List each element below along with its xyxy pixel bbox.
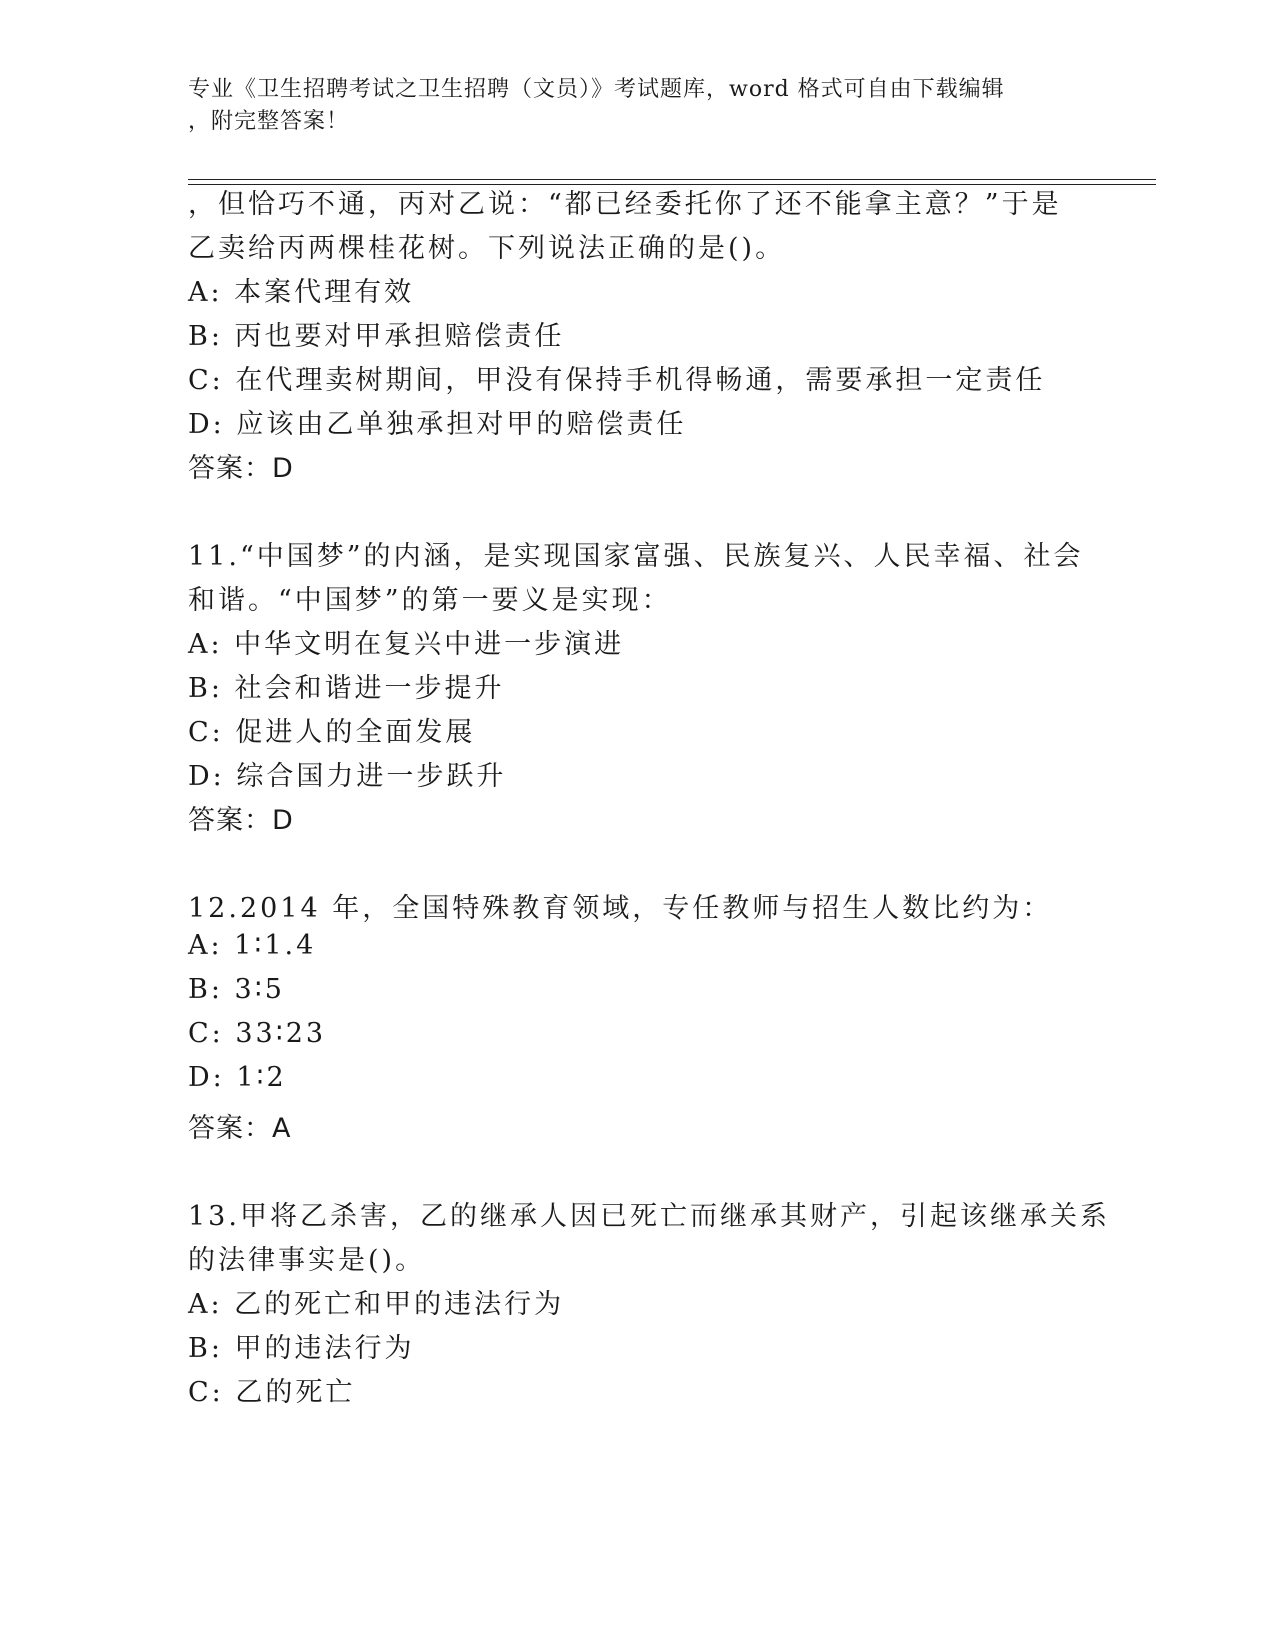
q12-option-a: A: 1∶1.4	[188, 930, 317, 961]
q12-stem-line-1: 12.2014 年，全国特殊教育领域，专任教师与招生人数比约为：	[188, 893, 1053, 924]
q11-stem-line-1: 11.“中国梦”的内涵，是实现国家富强、民族复兴、人民幸福、社会	[188, 541, 1084, 572]
q11-option-a: A: 中华文明在复兴中进一步演进	[188, 629, 625, 660]
q10-option-a: A: 本案代理有效	[188, 277, 415, 308]
header-line-1: 专业《卫生招聘考试之卫生招聘（文员）》考试题库，word 格式可自由下载编辑	[188, 77, 1005, 102]
document-header	[188, 74, 1088, 138]
header-line-2: ，附完整答案！	[188, 109, 350, 134]
q12-option-d: D: 1∶2	[188, 1062, 287, 1093]
q13-stem-line-1: 13.甲将乙杀害，乙的继承人因已死亡而继承其财产，引起该继承关系	[188, 1201, 1110, 1232]
q10-answer: 答案：D	[188, 453, 294, 484]
q10-option-c: C: 在代理卖树期间，甲没有保持手机得畅通，需要承担一定责任	[188, 365, 1046, 396]
q11-answer: 答案：D	[188, 805, 294, 836]
q10-stem-line-2: 乙卖给丙两棵桂花树。下列说法正确的是()。	[188, 233, 786, 264]
q11-option-c: C: 促进人的全面发展	[188, 717, 476, 748]
q11-stem-line-2: 和谐。“中国梦”的第一要义是实现：	[188, 585, 672, 616]
q11-option-d: D: 综合国力进一步跃升	[188, 761, 507, 792]
q10-stem-line-1: ，但恰巧不通，丙对乙说：“都已经委托你了还不能拿主意？”于是	[188, 189, 1062, 220]
q10-option-d: D: 应该由乙单独承担对甲的赔偿责任	[188, 409, 687, 440]
header-divider-top	[188, 179, 1156, 180]
q13-stem-line-2: 的法律事实是()。	[188, 1245, 426, 1276]
q12-answer: 答案：A	[188, 1113, 292, 1144]
q10-option-b: B: 丙也要对甲承担赔偿责任	[188, 321, 565, 352]
q12-option-b: B: 3∶5	[188, 974, 285, 1005]
q11-option-b: B: 社会和谐进一步提升	[188, 673, 505, 704]
q13-option-c: C: 乙的死亡	[188, 1377, 356, 1408]
q13-option-b: B: 甲的违法行为	[188, 1333, 415, 1364]
q12-option-c: C: 33∶23	[188, 1018, 327, 1049]
q13-option-a: A: 乙的死亡和甲的违法行为	[188, 1289, 565, 1320]
